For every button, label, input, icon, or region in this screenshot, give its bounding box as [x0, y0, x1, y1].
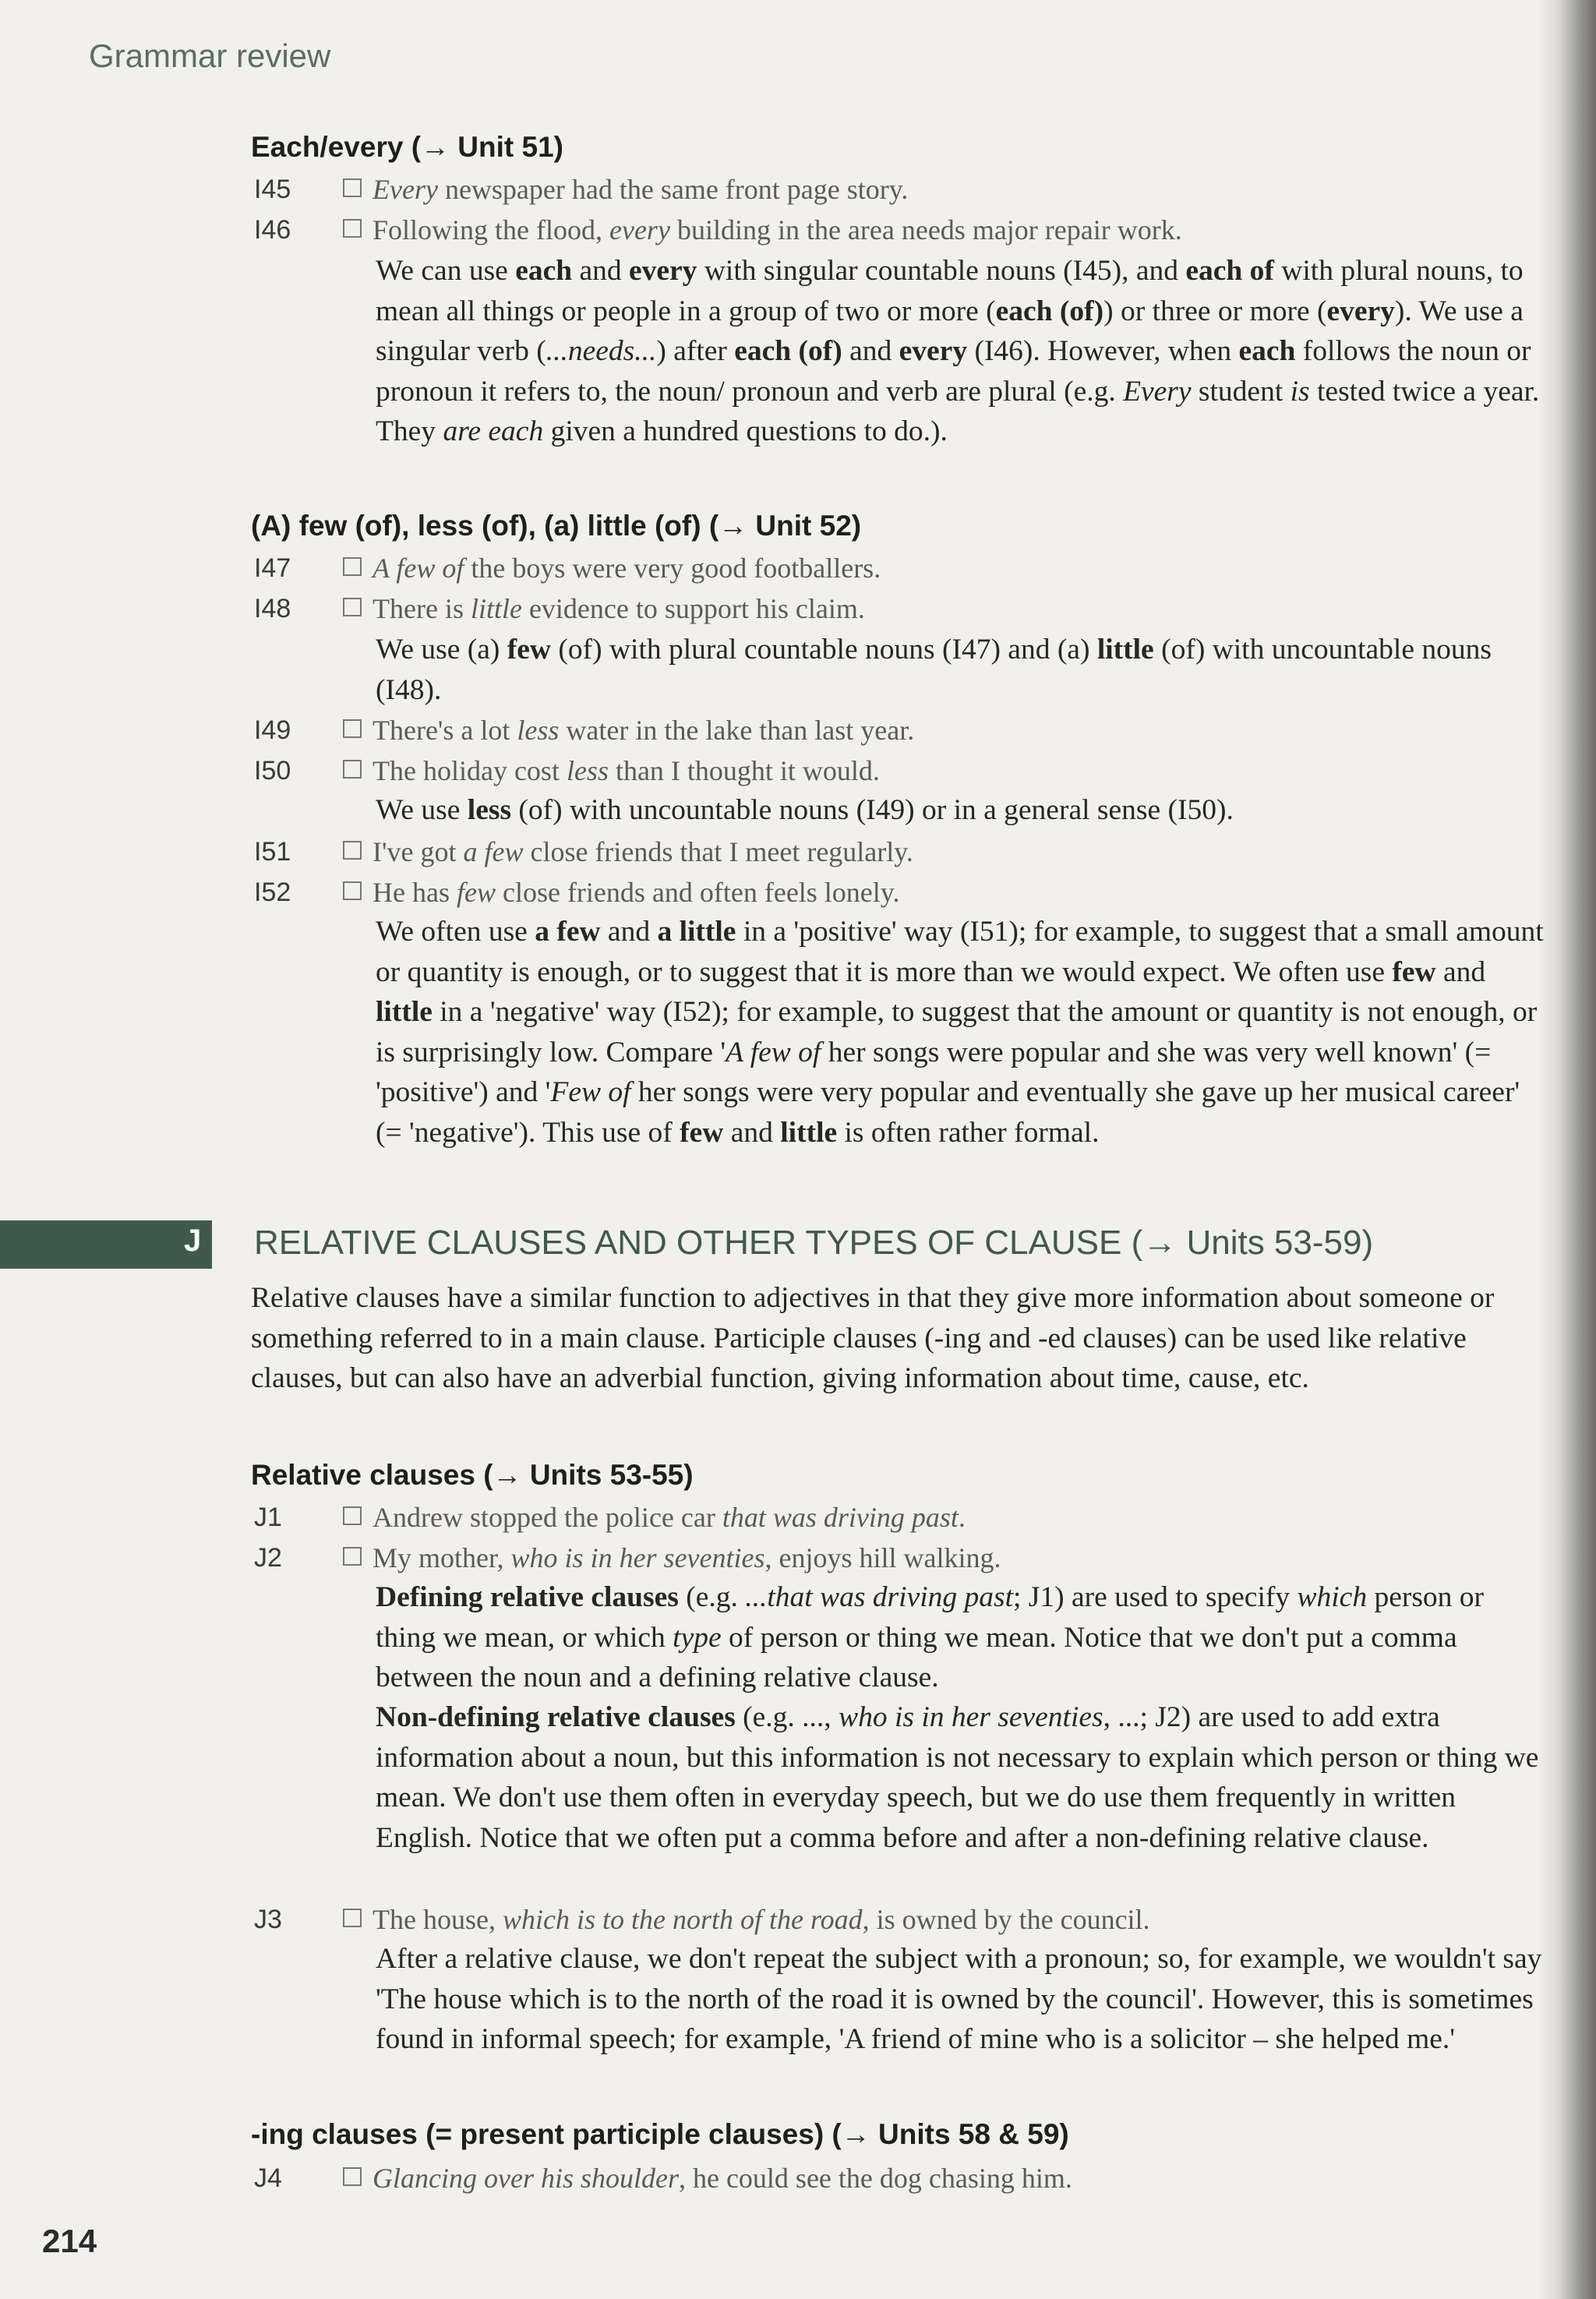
heading-relative-clauses: Relative clauses (→ Units 53-55): [251, 1459, 694, 1491]
checkbox-icon: [343, 219, 362, 238]
example-id: I46: [254, 215, 291, 245]
example-id: J1: [254, 1503, 282, 1532]
checkbox-icon: [343, 178, 362, 197]
heading-ing-clauses: -ing clauses (= present participle clauses) (→ Units 58 & 59): [251, 2118, 1069, 2150]
checkbox-icon: [343, 598, 362, 616]
page-number: 214: [42, 2223, 97, 2259]
example-id: I45: [254, 175, 291, 204]
example-sentence: The house, which is to the north of the road, is owned by the council.: [343, 1903, 1150, 1936]
example-sentence: Glancing over his shoulder, he could see the dog chasing him.: [343, 2162, 1072, 2195]
explanation-paragraph: We use less (of) with uncountable nouns (I49) or in a general sense (I50).: [376, 794, 1234, 826]
checkbox-icon: [343, 881, 362, 900]
checkbox-icon: [343, 1547, 362, 1566]
section-intro: Relative clauses have a similar function to adjectives in that they give more information about someone or something referred to in a main clause. Participle clauses (-ing and -ed clauses) can be used like relative clauses, but can also have an adverbial function, giving information about time, cause, etc.: [251, 1282, 1495, 1394]
explanation-paragraph: Defining relative clauses (e.g. ...that was driving past; J1) are used to specify which person or thing we mean, or which type of person or thing we mean. Notice that we don't put a comma between the noun and a defining relative clause.: [376, 1581, 1485, 1693]
checkbox-icon: [343, 2167, 362, 2186]
example-id: I51: [254, 837, 291, 867]
example-sentence: A few of the boys were very good footballers.: [343, 552, 881, 584]
checkbox-icon: [343, 841, 362, 860]
explanation-paragraph: After a relative clause, we don't repeat the subject with a pronoun; so, for example, we wouldn't say 'The house which is to the north of the road it is owned by the council'. However, this is sometimes found in informal speech; for example, 'A friend of mine who is a solicitor – she helped me.': [376, 1943, 1542, 2055]
heading-few-little: (A) few (of), less (of), (a) little (of) (→ Unit 52): [251, 510, 862, 542]
section-marker-bar: [0, 1220, 212, 1269]
example-id: I50: [254, 756, 291, 786]
example-sentence: Every newspaper had the same front page story.: [343, 173, 908, 206]
checkbox-icon: [343, 1506, 362, 1525]
example-id: J2: [254, 1543, 282, 1573]
example-sentence: I've got a few close friends that I meet regularly.: [343, 835, 913, 868]
section-title: RELATIVE CLAUSES AND OTHER TYPES OF CLAUSE (→ Units 53-59): [254, 1224, 1374, 1262]
example-sentence: Following the flood, every building in the area needs major repair work.: [343, 214, 1182, 246]
example-sentence: There's a lot less water in the lake than last year.: [343, 714, 914, 747]
explanation-paragraph: We use (a) few (of) with plural countable nouns (I47) and (a) little (of) with uncountable nouns (I48).: [376, 634, 1492, 706]
running-head: Grammar review: [89, 37, 331, 74]
example-id: J3: [254, 1905, 282, 1934]
example-id: I52: [254, 878, 291, 907]
explanation-paragraph: Non-defining relative clauses (e.g. ..., who is in her seventies, ...; J2) are used to add extra information about a noun, but this information is not necessary to explain which person or thing we mean. We don't use them often in everyday speech, but we do use them frequently in written English. Notice that we often put a comma before and after a non-defining relative clause.: [376, 1701, 1539, 1854]
example-id: I49: [254, 715, 291, 745]
example-id: I48: [254, 594, 291, 623]
checkbox-icon: [343, 557, 362, 576]
book-spine-shadow: [1538, 0, 1596, 2299]
example-sentence: My mother, who is in her seventies, enjoys hill walking.: [343, 1541, 1001, 1574]
section-letter: J: [184, 1224, 202, 1258]
example-sentence: He has few close friends and often feels lonely.: [343, 876, 899, 909]
example-sentence: Andrew stopped the police car that was driving past.: [343, 1501, 966, 1534]
explanation-paragraph: We can use each and every with singular countable nouns (I45), and each of with plural nouns, to mean all things or people in a group of two or more (each (of)) or three or more (every). We use a singular verb (...needs...) after each (of) and every (I46). However, when each follows the noun or pronoun it refers to, the noun/ pronoun and verb are plural (e.g. Every student is tested twice a year. They are each given a hundred questions to do.).: [376, 255, 1540, 447]
checkbox-icon: [343, 1909, 362, 1927]
checkbox-icon: [343, 760, 362, 779]
example-id: I47: [254, 553, 291, 583]
example-id: J4: [254, 2163, 282, 2193]
example-sentence: There is little evidence to support his claim.: [343, 592, 865, 625]
explanation-paragraph: We often use a few and a little in a 'positive' way (I51); for example, to suggest that a small amount or quantity is enough, or to suggest that it is more than we would expect. We often use few and little in a 'negative' way (I52); for example, to suggest that the amount or quantity is not enough, or is surprisingly low. Compare 'A few of her songs were popular and she was very well known' (= 'positive') and 'Few of her songs were very popular and eventually she gave up her musical career' (= 'negative'). This use of few and little is often rather formal.: [376, 916, 1544, 1149]
checkbox-icon: [343, 719, 362, 738]
example-sentence: The holiday cost less than I thought it would.: [343, 754, 880, 787]
heading-each-every: Each/every (→ Unit 51): [251, 131, 563, 163]
